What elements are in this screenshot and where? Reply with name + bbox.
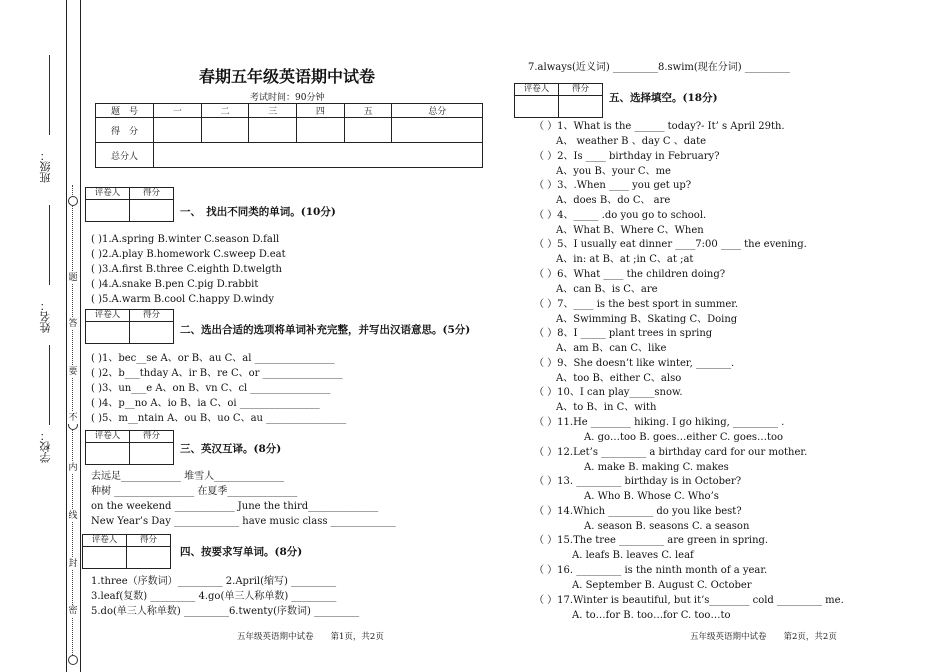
s5-options: A、 weather B 、day C 、date xyxy=(556,136,707,147)
s5-options: A. leafs B. leaves C. leaf xyxy=(572,550,694,562)
score-cell[interactable] xyxy=(249,118,297,143)
score-label: 得分 xyxy=(139,535,157,545)
s3-item: New Year’s Day _____________ have music class _____________ xyxy=(91,516,396,527)
s5-options: A. season B. seasons C. a season xyxy=(584,520,750,532)
s5-options: A、in: at B、at ;in C、at ;at xyxy=(556,254,694,266)
s5-question: （ ）3、.When ____ you get up? xyxy=(534,180,692,192)
s4-item: 5.do(单三人称单数) _________6.twenty(序数词) _________ xyxy=(91,606,360,617)
s5-question: （ ）10、I can play_____snow. xyxy=(534,387,683,399)
s2-item: ( )5、m__ntain A、ou B、uo C、au ________________ xyxy=(91,413,347,424)
footer-right: 五年级英语期中试卷 第2页，共2页 xyxy=(690,632,837,642)
s4-item: 1.three（序数词）_________ 2.April(缩写) _________ xyxy=(91,576,337,587)
s5-question: （ ）15.The tree _________ are green in spring. xyxy=(534,535,769,547)
binding-line-right xyxy=(80,0,81,672)
binding-line-left xyxy=(66,0,67,672)
score-label: 得分 xyxy=(142,431,160,441)
score-header-cell: 题 号 xyxy=(96,104,154,118)
s5-question: （ ）17.Winter is beautiful, but it’s________ cold _________ me. xyxy=(534,594,844,606)
s5-options: A. go…too B. goes…either C. goes…too xyxy=(584,432,784,443)
s5-question: （ ）6、What ____ the children doing? xyxy=(534,269,726,280)
s5-question: （ ）13. _________ birthday is in October? xyxy=(534,476,742,488)
seal-char: 密 xyxy=(68,606,78,616)
grader-label: 评卷人 xyxy=(94,188,121,198)
s5-question: （ ）1、What is the ______ today?- It’ s April 29th. xyxy=(534,121,785,132)
s3-item: 去远足____________ 堆雪人______________ xyxy=(91,471,285,482)
section1-heading: 一、 找出不同类的单词。(10分) xyxy=(180,206,336,218)
grader-box xyxy=(85,187,174,222)
seal-char: 不 xyxy=(68,413,78,423)
score-header-cell: 五 xyxy=(344,104,392,118)
section2-heading: 二、选出合适的选项将单词补充完整，并写出汉语意思。(5分) xyxy=(180,324,471,336)
seal-char: 线 xyxy=(68,511,78,521)
name-label: 姓名： xyxy=(39,300,52,333)
s4-item-continued: 7.always(近义词) _________8.swim(现在分词) _________ xyxy=(528,62,790,73)
class-label: 班级： xyxy=(39,150,52,183)
grader-label: 评卷人 xyxy=(523,84,550,94)
s5-question: （ ）4、_____ .do you go to school. xyxy=(534,209,707,221)
s5-question: （ ）11.He ________ hiking. I go hiking, _________ . xyxy=(534,417,785,428)
score-header-cell: 二 xyxy=(201,104,249,118)
score-header-cell: 三 xyxy=(249,104,297,118)
seal-char: 题 xyxy=(68,273,78,283)
s5-options: A、too B、either C、also xyxy=(556,372,682,384)
s5-options: A. make B. making C. makes xyxy=(584,461,729,473)
s1-item: ( )5.A.warm B.cool C.happy D.windy xyxy=(91,294,275,305)
seal-char: 封 xyxy=(68,559,78,569)
score-header-cell: 一 xyxy=(154,104,202,118)
footer-left: 五年级英语期中试卷 第1页，共2页 xyxy=(237,632,384,642)
s2-item: ( )1、bec__se A、or B、au C、al ________________ xyxy=(91,353,335,364)
s5-question: （ ）14.Which _________ do you like best? xyxy=(534,505,742,517)
score-cell[interactable] xyxy=(201,118,249,143)
section5-heading: 五、选择填空。(18分) xyxy=(609,92,718,104)
school-field[interactable] xyxy=(49,345,50,425)
s1-item: ( )4.A.snake B.pen C.pig D.rabbit xyxy=(91,279,259,290)
s3-item: 种树 ________________ 在夏季______________ xyxy=(91,486,298,497)
seal-char: 内 xyxy=(68,463,78,473)
s4-item: 3.leaf(复数) _________ 4.go(单三人称单数) _________ xyxy=(91,591,337,602)
s5-question: （ ）8、I _____ plant trees in spring xyxy=(534,328,713,340)
total-scorer-cell[interactable] xyxy=(154,143,483,168)
score-cell[interactable] xyxy=(154,118,202,143)
s2-item: ( )3、un___e A、on B、vn C、cl ________________ xyxy=(91,383,331,394)
s5-options: A. Who B. Whose C. Who’s xyxy=(584,491,719,503)
score-header-cell: 四 xyxy=(297,104,345,118)
score-table xyxy=(95,103,483,168)
score-cell[interactable] xyxy=(392,118,483,143)
grader-box xyxy=(85,309,174,344)
s5-options: A、What B、Where C、When xyxy=(556,224,704,236)
s1-item: ( )3.A.first B.three C.eighth D.twelgth xyxy=(91,264,282,275)
grader-box xyxy=(82,534,171,569)
score-cell[interactable] xyxy=(297,118,345,143)
s5-question: （ ）9、She doesn’t like winter, _______. xyxy=(534,357,735,369)
score-cell[interactable] xyxy=(344,118,392,143)
score-row-label: 得 分 xyxy=(96,118,154,143)
s2-item: ( )4、p__no A、io B、ia C、oi ________________ xyxy=(91,398,320,409)
s5-question: （ ）12.Let’s _________ a birthday card for our mother. xyxy=(534,446,808,458)
score-label: 得分 xyxy=(571,84,589,94)
s5-question: （ ）7、____ is the best sport in summer. xyxy=(534,298,739,310)
grader-label: 评卷人 xyxy=(94,310,121,320)
s5-question: （ ）16. _________ is the ninth month of a year. xyxy=(534,565,768,576)
s5-options: A. to…for B. too…for C. too…to xyxy=(572,609,731,621)
s2-item: ( )2、b___thday A、ir B、re C、or ________________ xyxy=(91,368,343,379)
grader-label: 评卷人 xyxy=(94,431,121,441)
s5-options: A、am B、can C、like xyxy=(556,343,667,355)
s5-options: A、you B、your C、me xyxy=(556,165,671,177)
binding-hole-3 xyxy=(68,655,78,665)
score-row-label: 总分人 xyxy=(96,143,154,168)
s5-options: A、Swimming B、Skating C、Doing xyxy=(556,313,738,325)
score-label: 得分 xyxy=(142,310,160,320)
binding-hole-1 xyxy=(68,196,78,206)
score-label: 得分 xyxy=(142,188,160,198)
s5-question: （ ）5、I usually eat dinner ____7:00 ____ the evening. xyxy=(534,239,807,251)
section4-heading: 四、按要求写单词。(8分) xyxy=(180,546,303,558)
s5-options: A、can B、is C、are xyxy=(556,284,658,295)
s1-item: ( )2.A.play B.homework C.sweep D.eat xyxy=(91,249,286,260)
s5-options: A、does B、do C、 are xyxy=(556,195,671,207)
class-field[interactable] xyxy=(49,55,50,135)
seal-char: 答 xyxy=(68,319,78,329)
s1-item: ( )1.A.spring B.winter C.season D.fall xyxy=(91,234,280,245)
score-header-cell: 总分 xyxy=(392,104,483,118)
name-field[interactable] xyxy=(49,205,50,285)
seal-char: 要 xyxy=(68,367,78,377)
section3-heading: 三、英汉互译。(8分) xyxy=(180,443,282,455)
grader-box xyxy=(514,83,603,118)
grader-box xyxy=(85,430,174,465)
s5-question: （ ）2、Is ____ birthday in February? xyxy=(534,150,720,162)
school-label: 学校： xyxy=(39,430,52,463)
s3-item: on the weekend ____________ June the third______________ xyxy=(91,501,379,512)
s5-options: A. September B. August C. October xyxy=(572,580,752,591)
grader-label: 评卷人 xyxy=(91,535,118,545)
s5-options: A、to B、in C、with xyxy=(556,402,657,414)
exam-title: 春期五年级英语期中试卷 xyxy=(199,67,376,86)
exam-time: 考试时间：90分钟 xyxy=(250,93,325,103)
